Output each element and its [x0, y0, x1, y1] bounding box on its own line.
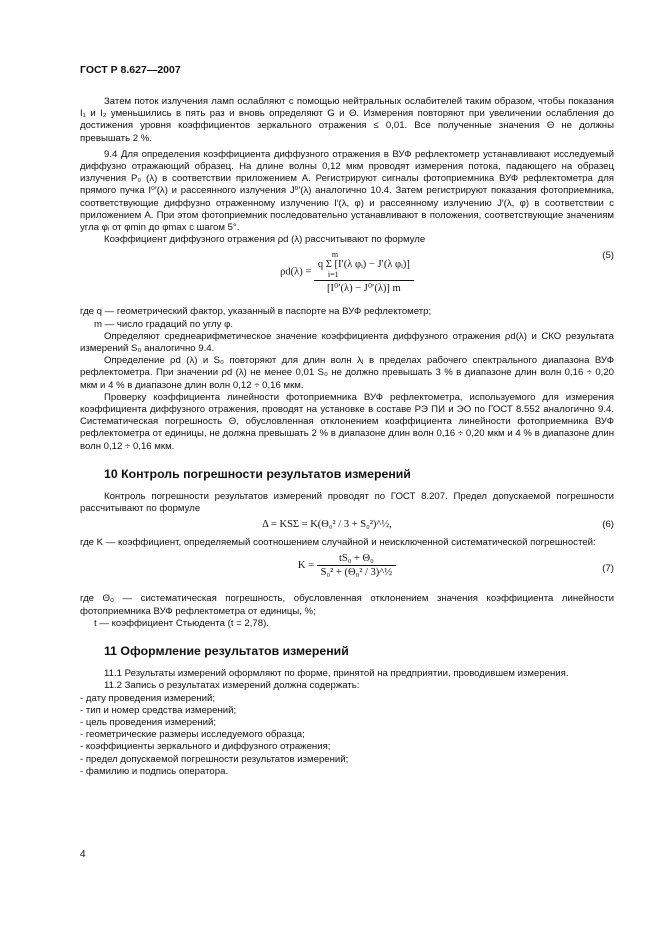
eq6-body: Δ = KSΣ = K(Θ₀² / 3 + S₀²)^½,: [262, 519, 392, 531]
text-column: [80, 96, 614, 778]
results-list: [80, 693, 614, 778]
list-item: - дату проведения измерений;: [80, 692, 216, 704]
equation-6: [80, 515, 614, 537]
paragraph: 9.4 Для определения коэффициента диффузного отражения в ВУФ рефлектометр устанавливают исследуемый диффузно отражающий образец. На длине волны 0,12 мкм проводят измерения потока, падающего на образец излучения P₀ (λ) в соответствии приложением А. Регистрируют сигналы фотоприемника ВУФ рефлектометра для прямого пучка I⁰′(λ) и рассеянного излучения J⁰′(λ) аналогично 10.4. Затем регистрируют показания фотоприемника, соответствующие диффузно отраженному излучению I′(λ, φ) и рассеянному излучению J′(λ, φ) в соответствии с приложением А. При этом фотоприемник последовательно устанавливают в положения, соответствующие значениям угла φᵢ от φmin до φmax с шагом 5°.: [80, 148, 614, 234]
paragraph: t — коэффициент Стьюдента (t = 2,78).: [94, 617, 269, 629]
list-item: - тип и номер средства измерений;: [80, 704, 237, 716]
page-header: ГОСТ Р 8.627—2007: [80, 64, 181, 76]
eq5-lhs: ρd(λ) =: [280, 266, 312, 278]
section-11-title: 11 Оформление результатов измерений: [104, 644, 349, 659]
eq5-sum-top: m: [331, 250, 339, 260]
paragraph: Контроль погрешности результатов измерений проводят по ГОСТ 8.207. Предел допускаемой погрешности рассчитывают по формуле: [80, 490, 614, 515]
eq7-lhs: K =: [297, 560, 315, 572]
paragraph: Затем поток излучения ламп ослабляют с помощью нейтральных ослабителей таким образом, чтобы показания I₁ и I₂ уменьшились в пять раз и вновь определяют G и Θ. Измерения повторяют при увеличении ослабления до достижения уровня коэффициентов зеркального отражения ≤ 0,01. Все полученные значения Θ не должны превышать 2 %.: [80, 96, 614, 144]
list-item: - фамилию и подпись оператора.: [80, 765, 229, 777]
eq5-denominator: [I⁰′(λ) − J⁰′(λ)] m: [327, 283, 401, 295]
eq5-sum-bottom: i=1: [327, 270, 339, 280]
eq5-fraction: [314, 250, 414, 294]
eq7-numerator: tS₀ + Θ₀: [317, 553, 396, 566]
list-item: - геометрические размеры исследуемого образца;: [80, 729, 305, 741]
list-item: - цель проведения измерений;: [80, 716, 216, 728]
paragraph: где q — геометрический фактор, указанный в паспорте на ВУФ рефлектометр;: [80, 306, 432, 318]
eq5-number: (5): [602, 250, 614, 262]
paragraph: где Θ₀ — систематическая погрешность, обусловленная отклонением значения коэффициента линейности фотоприемника ВУФ рефлектометра от единицы, %;: [80, 593, 614, 617]
eq7-number: (7): [602, 563, 614, 575]
equation-5: [80, 246, 614, 296]
eq7-denominator: S₀² + (Θ₀² / 3)^½: [320, 567, 393, 579]
section-10-title: 10 Контроль погрешности результатов измерений: [104, 466, 411, 481]
paragraph: Определяют среднеарифметическое значение коэффициента диффузного отражения ρd(λ) и СКО результата измерений S₀ аналогично 9.4.: [80, 330, 614, 355]
paragraph: Проверку коэффициента линейности фотоприемника ВУФ рефлектометра, используемого для измерения коэффициента диффузного отражения, проводят на установке в составе РЭ ПИ и ЭО по ГОСТ 8.552 аналогично 9.4. Систематическая погрешность Θ, обусловленная отклонением коэффициента линейности фотоприемника ВУФ рефлектометра от единицы, не должна превышать 2 % в диапазоне длин волн 0,16 ÷ 0,20 мкм и 4 % в диапазоне длин волн 0,12 ÷ 0,16 мкм.: [80, 391, 614, 452]
list-item: - предел допускаемой погрешности результатов измерений;: [80, 753, 349, 765]
eq7-fraction: [317, 553, 396, 578]
list-item: - коэффициенты зеркального и диффузного отражения;: [80, 741, 331, 753]
paragraph: где K — коэффициент, определяемый соотношением случайной и неисключенной систематической погрешностей:: [80, 537, 596, 549]
equation-7: [80, 549, 614, 589]
paragraph: Коэффициент диффузного отражения ρd (λ) рассчитывают по формуле: [104, 234, 426, 246]
paragraph: 11.2 Запись о результатах измерений должна содержать:: [104, 680, 360, 692]
paragraph: Определение ρd (λ) и S₀ повторяют для длин волн λⱼ в пределах рабочего спектрального диапазона ВУФ рефлектометра. При значении ρd (λ) не менее 0,01 S₀ не должно превышать 3 % в диапазоне длин волн 0,16 ÷ 0,20 мкм и 4 % в диапазоне длин волн 0,12 ÷ 0,16 мкм.: [80, 355, 614, 391]
eq5-numerator: q Σ [I′(λ φᵢ) − J′(λ φᵢ)]: [317, 259, 410, 271]
paragraph: 11.1 Результаты измерений оформляют по форме, принятой на предприятии, проводившем измерения.: [104, 668, 569, 680]
eq6-number: (6): [602, 519, 614, 531]
page-number: 4: [80, 849, 86, 860]
paragraph: m — число градаций по углу φ.: [94, 318, 233, 330]
